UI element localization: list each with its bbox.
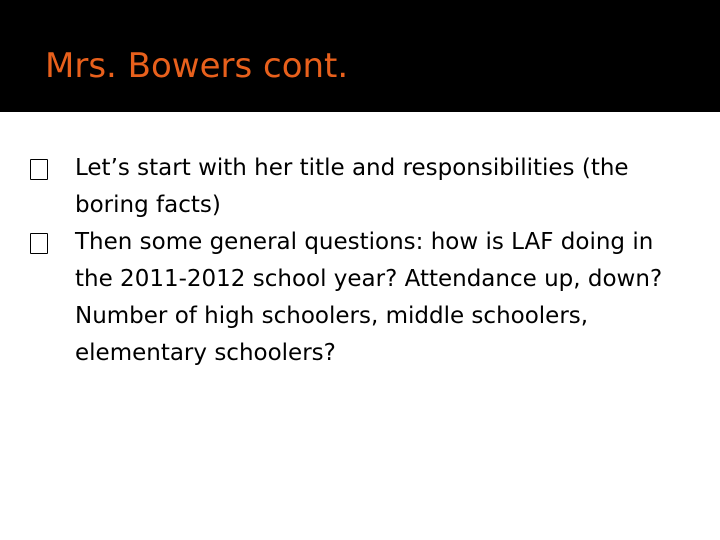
bullet-text: Let’s start with her title and responsibilities (the boring facts) [75,155,629,218]
bullet-list [30,150,690,372]
bullet-item [30,150,690,224]
bullet-item [30,224,690,372]
bullet-text: Then some general questions: how is LAF doing in the 2011-2012 school year? Attendance up, down? Number of high schoolers, middle schoolers, elementary schoolers? [75,229,663,366]
missing-glyph-box-icon [30,233,48,254]
slide-title: Mrs. Bowers cont. [45,46,349,86]
title-bar [0,0,720,112]
missing-glyph-box-icon [30,159,48,180]
